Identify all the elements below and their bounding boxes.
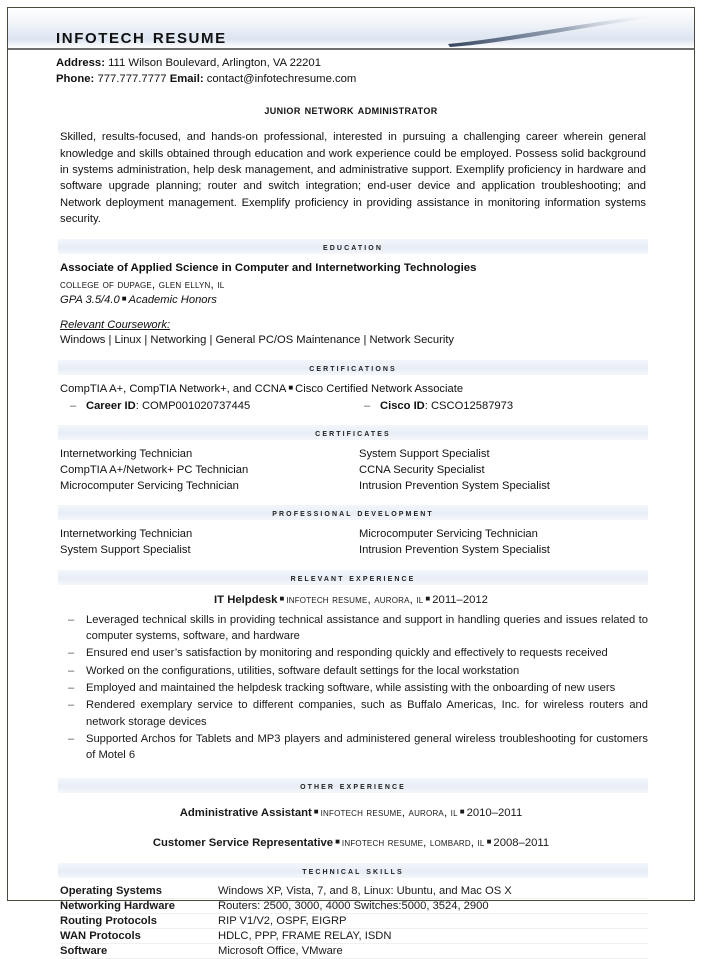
table-row: [60, 943, 648, 958]
table-row: [60, 913, 648, 928]
square-bullet-icon: ■: [313, 806, 319, 816]
square-bullet-icon: ■: [425, 593, 431, 603]
resume-page: [7, 7, 695, 957]
contact-phone-line: [56, 71, 646, 87]
list-item: System Support Specialist: [60, 544, 191, 557]
job-role: Administrative Assistant: [179, 806, 312, 819]
skill-category: Networking Hardware: [60, 898, 218, 913]
list-item: Internetworking Technician: [60, 528, 193, 541]
education-gpa: GPA 3.5/4.0: [60, 293, 120, 306]
section-header-certifications: certifications: [58, 360, 648, 375]
coursework-list: Windows | Linux | Networking | General PC/OS Maintenance | Network Security: [60, 334, 455, 347]
job-role: IT Helpdesk: [214, 593, 278, 606]
list-item: Intrusion Prevention System Specialist: [359, 479, 550, 492]
other-job-1: [8, 807, 694, 819]
skill-category: Operating Systems: [60, 884, 218, 899]
education-school: college of dupage, glen ellyn, il: [60, 277, 225, 291]
certificates-body: [8, 440, 694, 494]
phone-value: 777.777.7777: [97, 73, 167, 86]
skill-value: Routers: 2500, 3000, 4000 Switches:5000, 3524, 2900: [218, 898, 648, 913]
list-item: – Rendered exemplary service to different companies, such as Buffalo Americas, Inc. for wireless routers and network storage devices: [86, 697, 648, 730]
list-item: – Employed and maintained the helpdesk tracking software, while assisting with the onboarding of new users: [86, 680, 648, 696]
profdev-column-1: [60, 527, 349, 558]
email-value[interactable]: contact@infotechresume.com: [206, 73, 357, 86]
skill-value: Microsoft Office, VMware: [218, 943, 648, 958]
section-header-technical-skills: technical skills: [58, 863, 648, 878]
education-degree: Associate of Applied Science in Computer and Internetworking Technologies: [60, 261, 477, 274]
masthead-banner: [8, 8, 694, 50]
list-item: CompTIA A+/Network+ PC Technician: [60, 464, 249, 476]
job-header-it-helpdesk: [8, 594, 694, 606]
square-bullet-icon: ■: [335, 836, 340, 846]
list-item: Microcomputer Servicing Technician: [60, 479, 239, 492]
professional-development-body: [8, 520, 694, 558]
swoosh-decoration-icon: [446, 10, 666, 48]
certificates-column-1: [60, 447, 349, 494]
address-value: 111 Wilson Boulevard, Arlington, VA 22201: [108, 57, 322, 69]
job-organization: infotech resume, lombard, il: [341, 836, 485, 849]
table-row: [60, 884, 648, 899]
coursework-label: Relevant Coursework:: [60, 318, 171, 331]
certification-ids-row: [60, 399, 648, 415]
table-row: [60, 898, 648, 913]
square-bullet-icon: ■: [121, 293, 127, 303]
address-label: Address:: [56, 57, 105, 69]
job-dates: 2008–2011: [493, 836, 550, 849]
profdev-column-2: [349, 527, 648, 558]
list-item: Microcomputer Servicing Technician: [359, 528, 538, 541]
career-id-item: [60, 399, 354, 415]
target-job-title: junior network administrator: [264, 103, 438, 118]
education-gpa-honors: [60, 293, 648, 309]
list-item: – Worked on the configurations, utilities, software default settings for the local workstation: [86, 663, 648, 679]
career-id-value: : COMP001020737445: [135, 399, 251, 412]
skill-value: RIP V1/V2, OSPF, EIGRP: [218, 913, 648, 928]
job-dates: 2010–2011: [466, 806, 523, 819]
certifications-expansion: Cisco Certified Network Associate: [295, 382, 464, 395]
page-title: infotech resume: [56, 25, 227, 48]
contact-block: [8, 50, 694, 87]
cisco-id-item: [354, 399, 648, 415]
skill-category: Software: [60, 943, 218, 958]
education-honors: Academic Honors: [128, 293, 217, 306]
relevant-experience-bullets: [8, 612, 694, 764]
profdev-columns: [60, 527, 648, 558]
list-item: – Ensured end user’s satisfaction by monitoring and responding quickly and effectively to requests received: [86, 645, 648, 661]
job-role: Customer Service Representative: [152, 836, 334, 849]
job-organization: infotech resume, aurora, il: [320, 806, 458, 819]
job-dates: 2011–2012: [432, 593, 488, 606]
other-job-2: [8, 837, 694, 849]
professional-summary: Skilled, results-focused, and hands-on professional, interested in pursuing a challenging career wherein general knowledge and skills obtained through education and work experience could be employed. Possess solid background in systems administration, help desk management, and administrative support. Exemplify proficiency in hardware and software upgrade planning; router and switch integration; end-user device and application troubleshooting; and Network deployment management. Exemplify proficiency in providing assistance in monitoring information systems security.: [60, 131, 646, 226]
skill-value: HDLC, PPP, FRAME RELAY, ISDN: [218, 928, 648, 943]
list-item: Intrusion Prevention System Specialist: [359, 544, 550, 557]
certificates-columns: [60, 447, 648, 494]
skill-value: Windows XP, Vista, 7, and 8, Linux: Ubuntu, and Mac OS X: [218, 884, 648, 899]
cisco-id-value: : CSCO12587973: [424, 399, 514, 412]
masthead-inner: [8, 8, 694, 48]
section-header-relevant-experience: relevant experience: [58, 570, 648, 585]
square-bullet-icon: ■: [279, 593, 285, 603]
square-bullet-icon: ■: [486, 836, 492, 846]
skill-category: Routing Protocols: [60, 913, 218, 928]
contact-address-line: [56, 55, 646, 71]
certifications-body: [8, 375, 694, 414]
job-organization: infotech resume, aurora, il: [286, 593, 424, 606]
education-body: [8, 254, 694, 349]
cisco-id-label: Cisco ID: [380, 399, 425, 412]
technical-skills-table: [60, 884, 648, 959]
section-header-other-experience: other experience: [58, 778, 648, 793]
section-header-professional-development: professional development: [58, 505, 648, 520]
certifications-line: [60, 382, 648, 398]
section-header-education: education: [58, 239, 648, 254]
table-row: [60, 928, 648, 943]
section-header-certificates: certificates: [58, 425, 648, 440]
list-item: System Support Specialist: [359, 448, 490, 461]
email-label: Email:: [169, 73, 204, 86]
square-bullet-icon: ■: [288, 382, 294, 392]
list-item: – Supported Archos for Tablets and MP3 players and administered general wireless troubleshooting for customers of Motel 6: [86, 731, 648, 764]
certifications-list: CompTIA A+, CompTIA Network+, and CCNA: [60, 382, 287, 395]
list-item: Internetworking Technician: [60, 448, 193, 461]
career-id-label: Career ID: [86, 399, 136, 412]
skill-category: WAN Protocols: [60, 928, 218, 943]
list-item: CCNA Security Specialist: [359, 464, 485, 476]
list-item: – Leveraged technical skills in providing technical assistance and support in handling queries and issues related to computer systems, software, and hardware: [86, 612, 648, 645]
phone-label: Phone:: [56, 73, 95, 86]
square-bullet-icon: ■: [459, 806, 465, 816]
certificates-column-2: [349, 447, 648, 494]
